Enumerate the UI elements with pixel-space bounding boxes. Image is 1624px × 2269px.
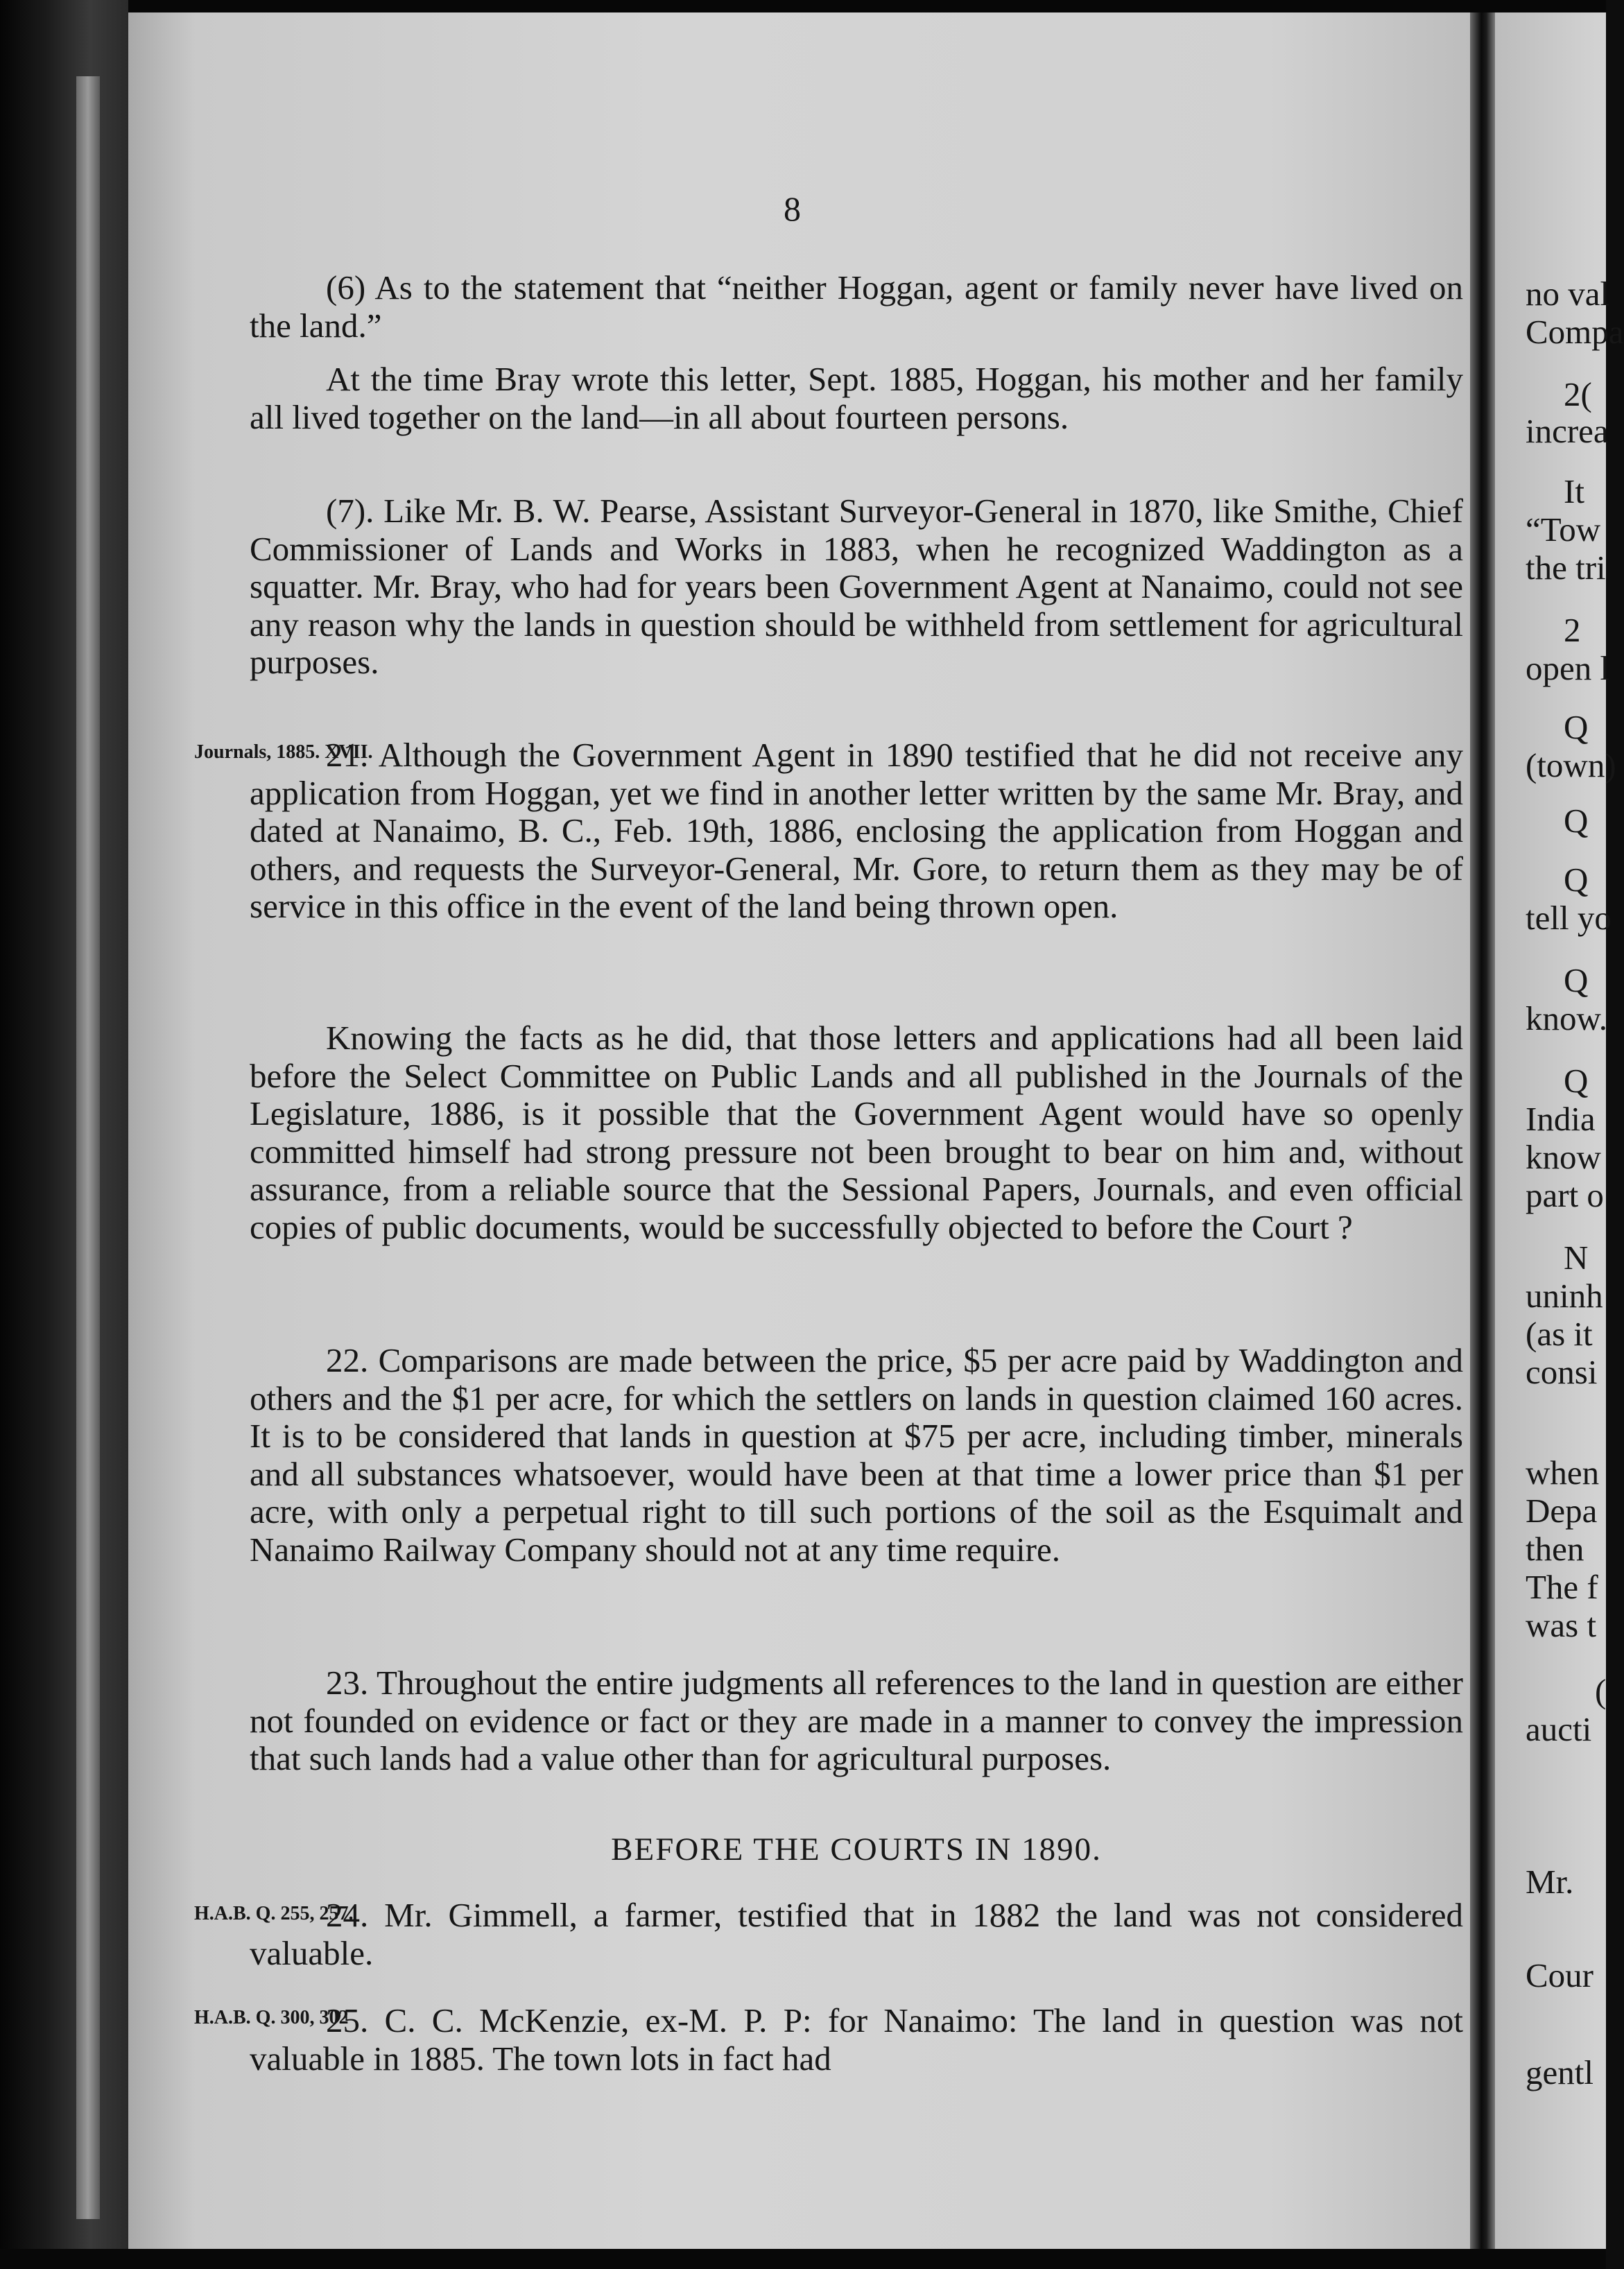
right-fragment: It <box>1564 472 1584 510</box>
right-fragment: India <box>1526 1100 1596 1138</box>
right-fragment: part o <box>1526 1176 1604 1214</box>
paragraph-7: (7). Like Mr. B. W. Pearse, Assistant Surveyor-General in 1870, like Smithe, Chief Commissioner of Lands and Works in 1883, when he recognized Waddington as a squatter. Mr. Bray, who had for years been Government Agent at Nanaimo, could not see any reason why the lands in question should be withheld from settlement for agricultural purposes. <box>250 492 1463 681</box>
paragraph-25: 25. C. C. McKenzie, ex-M. P. P: for Nanaimo: The land in question was not valuable in 1885. The town lots in fact had <box>250 2001 1463 2078</box>
right-fragment: N <box>1564 1239 1589 1277</box>
right-fragment: consi <box>1526 1353 1598 1391</box>
right-fragment: then <box>1526 1530 1584 1568</box>
paragraph-6-response: At the time Bray wrote this letter, Sept. 1885, Hoggan, his mother and her family all lived together on the land—in all about fourteen persons. <box>250 360 1463 436</box>
right-fragment: Cour <box>1526 1956 1593 1994</box>
right-fragment: 2 <box>1564 611 1581 649</box>
book-edge <box>76 76 100 2219</box>
right-fragment: ( <box>1595 1672 1607 1710</box>
right-fragment: no val <box>1526 275 1610 313</box>
paragraph-22: 22. Comparisons are made between the price, $5 per acre paid by Waddington and others and the $1 per acre, for which the settlers on lands in question claimed 160 acres. It is to be considered that lands in question at $75 per acre, including timber, minerals and all substances whatsoever, would have been at that time a lower price than $1 per acre, with only a perpetual right to till such portions of the soil as the Esquimalt and Nanaimo Railway Company should not at any time require. <box>250 1341 1463 1569</box>
right-fragment: Q <box>1564 961 1589 999</box>
right-fragment: 2( <box>1564 375 1592 413</box>
right-fragment: know <box>1526 1138 1601 1176</box>
right-fragment: Depa <box>1526 1492 1598 1530</box>
margin-note-journals: Journals, 1885. XVII. <box>194 741 373 763</box>
paragraph-6: (6) As to the statement that “neither Hoggan, agent or family never have lived on the land.” <box>250 268 1463 345</box>
page-number: 8 <box>784 189 801 228</box>
right-fragment: gentl <box>1526 2053 1593 2091</box>
margin-note-hab-1: H.A.B. Q. 255, 257. <box>194 1903 354 1924</box>
right-fragment: Compa <box>1526 313 1624 351</box>
right-fragment: aucti <box>1526 1710 1592 1748</box>
right-fragment: know. <box>1526 999 1607 1037</box>
right-fragment: “Tow <box>1526 510 1601 549</box>
right-fragment: tell yo <box>1526 899 1612 937</box>
right-fragment: Q <box>1564 802 1589 840</box>
paragraph-21: 21. Although the Government Agent in 1890 testified that he did not receive any application from Hoggan, yet we find in another letter written by the same Mr. Bray, and dated at Nanaimo, B. C., Feb. 19th, 1886, enclosing the application from Hoggan and others, and requests the Surveyor-General, Mr. Gore, to return them as they may be of service in this office in the event of the land being thrown open. <box>250 736 1463 925</box>
paragraph-21-continued: Knowing the facts as he did, that those letters and applications had all been laid before the Select Committee on Public Lands and all published in the Journals of the Legislature, 1886, is it possible that the Government Agent would have so openly committed himself had strong pressure not been brought to bear on him and, without assurance, from a reliable source that the Sessional Papers, Journals, and even official copies of public documents, would be successfully objected to before the Court ? <box>250 1019 1463 1246</box>
right-fragment: Q <box>1564 708 1589 746</box>
paragraph-23: 23. Throughout the entire judgments all references to the land in question are either not founded on evidence or fact or they are made in a manner to convey the impression that such lands had a value other than for agricultural purposes. <box>250 1664 1463 1777</box>
right-fragment: Q <box>1564 1062 1589 1100</box>
right-fragment: increa <box>1526 412 1609 450</box>
right-fragment: uninh <box>1526 1277 1603 1315</box>
right-fragment: the tri <box>1526 549 1606 587</box>
scan-bottom-border <box>0 2249 1606 2269</box>
scan-top-border <box>0 0 1606 12</box>
paragraph-24: 24. Mr. Gimmell, a farmer, testified that in 1882 the land was not considered valuable. <box>250 1896 1463 1972</box>
right-fragment: Q <box>1564 861 1589 899</box>
margin-note-hab-2: H.A.B. Q. 300, 302 <box>194 2007 349 2028</box>
right-fragment: Mr. <box>1526 1863 1574 1901</box>
book-gutter <box>1470 12 1495 2249</box>
scan-left-border <box>0 0 128 2269</box>
right-fragment: open l <box>1526 649 1610 687</box>
right-fragment: was t <box>1526 1606 1597 1644</box>
right-fragment: (as it <box>1526 1315 1593 1353</box>
section-heading: BEFORE THE COURTS IN 1890. <box>611 1831 1102 1867</box>
right-fragment: (town) <box>1526 746 1616 784</box>
right-fragment: The f <box>1526 1568 1598 1606</box>
right-fragment: when <box>1526 1453 1600 1492</box>
